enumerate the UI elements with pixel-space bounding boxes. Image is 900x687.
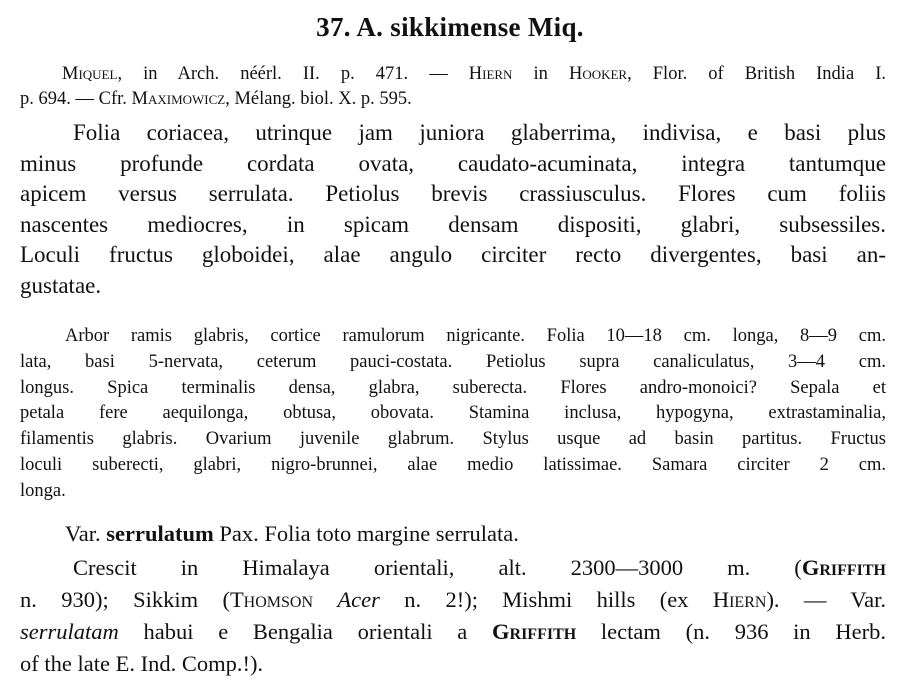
reference-text: , Mélang. biol. X. p. 595. — [225, 89, 412, 109]
text-line: filamentis glabris. Ovarium juvenile glabrum. Stylus usque ad basin partitus. Fructus — [20, 429, 886, 450]
distribution-text: Crescit in Himalaya orientali, alt. 2300—3000 m. ( — [73, 555, 802, 580]
literature-references — [20, 62, 886, 112]
text-line: apicem versus serrulata. Petiolus brevis crassiusculus. Flores cum foliis — [20, 181, 886, 206]
genus-name: Acer — [337, 587, 380, 612]
text-line: longa. — [20, 480, 66, 501]
text-line: Arbor ramis glabris, cortice ramulorum nigricante. Folia 10—18 cm. longa, 8—9 cm. — [65, 326, 886, 346]
text-line — [20, 648, 886, 680]
text-line — [20, 519, 886, 549]
text-line — [20, 584, 886, 616]
distribution-paragraph — [20, 552, 886, 680]
variety-prefix: Var. — [65, 521, 107, 546]
text-line — [20, 616, 886, 648]
text-line: longus. Spica terminalis densa, glabra, suberecta. Flores andro-monoici? Sepala et — [20, 377, 886, 398]
species-heading: 37. A. sikkimense Miq. — [316, 12, 584, 42]
text-line: loculi suberecti, glabri, nigro-brunnei, alae medio latissimae. Samara circiter 2 cm. — [20, 454, 886, 475]
collector-name: Thomson — [229, 587, 314, 612]
collector-name: Hiern — [712, 587, 767, 612]
collector-name: Griffith — [801, 555, 886, 580]
text-line: Loculi fructus globoidei, alae angulo circiter recto divergentes, basi an- — [20, 242, 886, 267]
reference-text: , in Arch. néérl. II. p. 471. — — [117, 64, 469, 84]
text-line: gustatae. — [20, 272, 102, 298]
reference-text: , Flor. of British India I. — [627, 64, 886, 84]
text-line: nascentes mediocres, in spicam densam dispositi, glabri, subsessiles. — [20, 211, 886, 237]
reference-line — [20, 62, 886, 87]
distribution-text: n. 930); Sikkim ( — [20, 587, 230, 612]
distribution-text: lectam (n. 936 in Herb. — [576, 619, 887, 644]
variety-paragraph — [20, 519, 886, 549]
text-line: minus profunde cordata ovata, caudato-acuminata, integra tantumque — [20, 150, 886, 176]
variety-name: serrulatum — [106, 521, 214, 546]
reference-line — [20, 87, 886, 112]
variety-epithet: serrulatam — [20, 619, 119, 644]
author-name: Hooker — [568, 64, 628, 84]
distribution-text: ). — Var. — [766, 587, 886, 612]
distribution-text — [313, 587, 337, 612]
author-name: Miquel — [62, 64, 118, 84]
author-name: Maximowicz — [131, 89, 226, 109]
variety-text: Pax. Folia toto margine serrulata. — [213, 521, 519, 546]
text-line — [20, 552, 886, 584]
text-line: Folia coriacea, utrinque jam juniora glaberrima, indivisa, e basi plus — [73, 120, 886, 145]
reference-text: in — [512, 64, 569, 84]
reference-text: p. 694. — Cfr. — [20, 89, 132, 109]
collector-name: Griffith — [492, 619, 577, 644]
diagnosis-paragraph — [20, 118, 886, 301]
text-line: petala fere aequilonga, obtusa, obovata. Stamina inclusa, hypogyna, extrastaminalia, — [20, 403, 886, 424]
distribution-text: n. 2!); Mishmi hills (ex — [379, 587, 713, 612]
description-paragraph — [20, 324, 886, 505]
distribution-text: of the late E. Ind. Comp.!). — [20, 651, 264, 676]
text-line: lata, basi 5-nervata, ceterum pauci-costata. Petiolus supra canaliculatus, 3—4 cm. — [20, 351, 886, 372]
author-name: Hiern — [468, 64, 513, 84]
distribution-text: habui e Bengalia orientali a — [118, 619, 493, 644]
